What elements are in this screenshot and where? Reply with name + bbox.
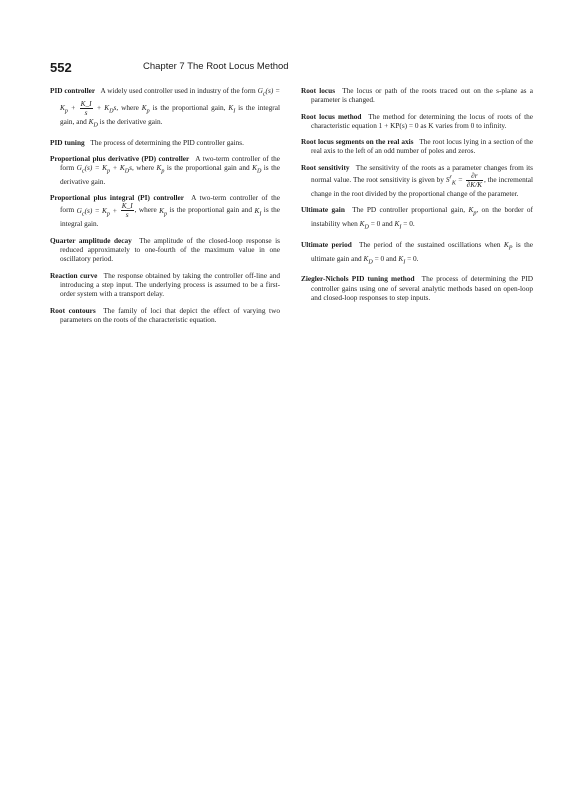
glossary-term: Reaction curve xyxy=(50,270,98,280)
glossary-definition: A two-term controller of the form $G_c(s) = K_p + K_Ds$, where $K_p$ is the proportional gain and $K_D$ is the derivative gain. xyxy=(60,153,281,186)
glossary-definition: The locus or path of the roots traced out on the s-plane as a parameter is changed. xyxy=(311,86,533,105)
glossary-definition-part: + $K_Ds$, where $K_p$ is the proportional gain, $K_I$ is the integral gain, and $K_D$ is the derivative gain. xyxy=(60,102,280,129)
glossary-definition: The method for determining the locus of roots of the characteristic equation 1 + KP(s) = 0 as K varies from 0 to infinity. xyxy=(311,111,533,130)
glossary-entry-root-locus-method xyxy=(301,112,533,131)
glossary-definition-part: The sensitivity of the roots as a parameter changes from its normal value. The root sensitivity is given by $S^r_K$ = xyxy=(311,162,533,187)
glossary-entry-quarter-amplitude-decay xyxy=(50,236,280,264)
glossary-definition: The response obtained by taking the controller off-line and introducing a step input. The underlying process is assumed to be a first-order system with a transport delay. xyxy=(60,270,280,299)
glossary-term: Root contours xyxy=(50,305,96,315)
glossary-entry-pid-controller xyxy=(50,86,280,131)
glossary-definition-part: A two-term controller of the form $G_c(s) = K_p$ + xyxy=(60,193,280,218)
fraction: $\frac{\partial r}{\partial K/K}$ xyxy=(466,171,483,190)
glossary-term: Root locus segments on the real axis xyxy=(301,137,414,147)
glossary-term: Proportional plus derivative (PD) controller xyxy=(50,153,190,163)
glossary-definition: The amplitude of the closed-loop response is reduced approximately to one-fourth of the maximum value in one oscillatory period. xyxy=(60,235,280,264)
glossary-definition: The root locus lying in a section of the real axis to the left of an odd number of poles and zeros. xyxy=(311,137,533,156)
glossary-term: Root locus xyxy=(301,86,336,95)
glossary-entry-ultimate-gain xyxy=(301,205,533,233)
glossary-definition: The process of determining the PID controller gains using one of several analytic methods based on open-loop and closed-loop responses to step inputs. xyxy=(311,274,534,302)
glossary-term: Quarter amplitude decay xyxy=(50,235,132,245)
glossary-entry-ziegler-nichols xyxy=(301,274,533,302)
glossary-entry-root-sensitivity xyxy=(301,163,533,199)
glossary-definition: The PD controller proportional gain, $K_p$, on the border of instability when $K_D = 0$ and $K_I = 0$. xyxy=(311,205,533,231)
glossary-entry-root-locus-segments xyxy=(301,137,533,156)
glossary-entry-pd-controller xyxy=(50,154,280,186)
glossary-entry-pi-controller xyxy=(50,193,280,229)
page-header xyxy=(50,60,530,78)
glossary-left-column xyxy=(50,86,280,331)
glossary-definition-part: A widely used controller used in industry of the form $G_c(s) = K_p$ + xyxy=(60,86,281,115)
fraction: $\frac{K\_I}{s}$ xyxy=(80,98,92,117)
glossary-term: Proportional plus integral (PI) controller xyxy=(50,193,185,203)
glossary-definition: The process of determining the PID controller gains. xyxy=(90,137,244,147)
glossary-term: Ziegler-Nichols PID tuning method xyxy=(301,274,415,284)
glossary-definition-part: , where $K_p$ is the proportional gain and $K_I$ is the integral gain. xyxy=(60,205,280,229)
glossary-term: Ultimate gain xyxy=(301,205,345,215)
glossary-entry-ultimate-period xyxy=(301,240,533,268)
chapter-title: Chapter 7 The Root Locus Method xyxy=(143,61,289,72)
glossary-term: Root locus method xyxy=(301,111,362,121)
glossary-entry-root-locus xyxy=(301,86,533,105)
page-number: 552 xyxy=(50,60,72,75)
glossary-definition: The period of the sustained oscillations when $K_P$ is the ultimate gain and $K_D = 0$ and $K_I = 0$. xyxy=(311,239,533,266)
glossary-entry-reaction-curve xyxy=(50,271,280,299)
glossary-term: Root sensitivity xyxy=(301,162,350,172)
glossary-definition: The family of loci that depict the effect of varying two parameters on the roots of the characteristic equation. xyxy=(60,305,280,324)
glossary-term: PID controller xyxy=(50,86,96,95)
glossary-entry-root-contours xyxy=(50,306,280,325)
glossary-right-column xyxy=(301,86,533,309)
fraction: $\frac{K\_I}{s}$ xyxy=(121,201,133,220)
glossary-term: Ultimate period xyxy=(301,239,352,249)
glossary-entry-pid-tuning xyxy=(50,138,280,147)
glossary-term: PID tuning xyxy=(50,137,85,147)
glossary-definition-part: , the incremental change in the root divided by the proportional change of the parameter. xyxy=(311,175,534,199)
